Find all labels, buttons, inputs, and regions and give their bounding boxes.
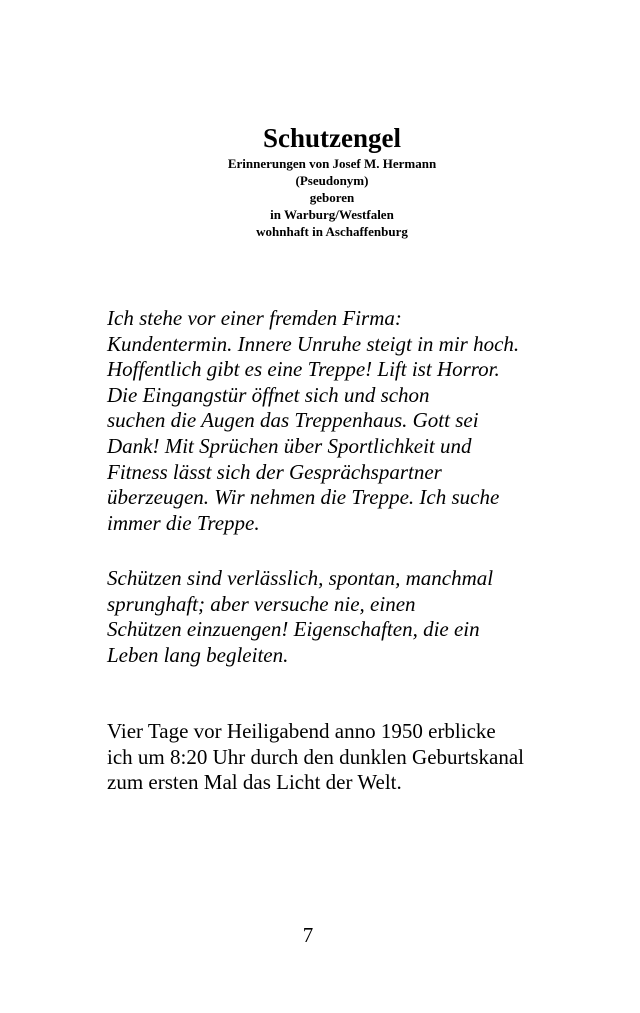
text-line: Hoffentlich gibt es eine Treppe! Lift ist Horror. <box>107 357 500 382</box>
text-line: zum ersten Mal das Licht der Welt. <box>107 770 402 795</box>
text-line: ich um 8:20 Uhr durch den dunklen Geburtskanal <box>107 744 524 769</box>
text-line: suchen die Augen das Treppenhaus. Gott sei <box>107 408 479 433</box>
text-line: Vier Tage vor Heiligabend anno 1950 erblicke <box>107 719 496 743</box>
text-line: Ich stehe vor einer fremden Firma: <box>107 306 402 330</box>
paragraph-sagittarius <box>107 566 627 668</box>
text-line: immer die Treppe. <box>107 510 260 535</box>
text-line: überzeugen. Wir nehmen die Treppe. Ich suche <box>107 485 500 510</box>
residence: wohnhaft in Aschaffenburg <box>256 224 408 239</box>
chapter-title: Schutzengel <box>263 123 401 153</box>
page-number: 7 <box>302 923 314 947</box>
text-line: Die Eingangstür öffnet sich und schon <box>107 382 430 407</box>
pseudonym-note: (Pseudonym) <box>295 173 369 188</box>
born-label: geboren <box>309 190 355 205</box>
author-credit: Erinnerungen von Josef M. Hermann <box>227 156 437 171</box>
text-line: Kundentermin. Innere Unruhe steigt in mir hoch. <box>107 331 520 356</box>
text-line: Schützen sind verlässlich, spontan, manchmal <box>107 566 494 590</box>
text-line: Fitness lässt sich der Gesprächspartner <box>107 459 442 484</box>
text-line: sprunghaft; aber versuche nie, einen <box>107 591 416 616</box>
paragraph-intro <box>107 306 627 536</box>
text-line: Dank! Mit Sprüchen über Sportlichkeit und <box>107 433 472 458</box>
text-line: Leben lang begleiten. <box>107 642 289 667</box>
paragraph-birth <box>107 719 627 796</box>
text-line: Schützen einzuengen! Eigenschaften, die ein <box>107 617 480 642</box>
birthplace: in Warburg/Westfalen <box>270 207 394 222</box>
chapter-header <box>0 121 640 240</box>
